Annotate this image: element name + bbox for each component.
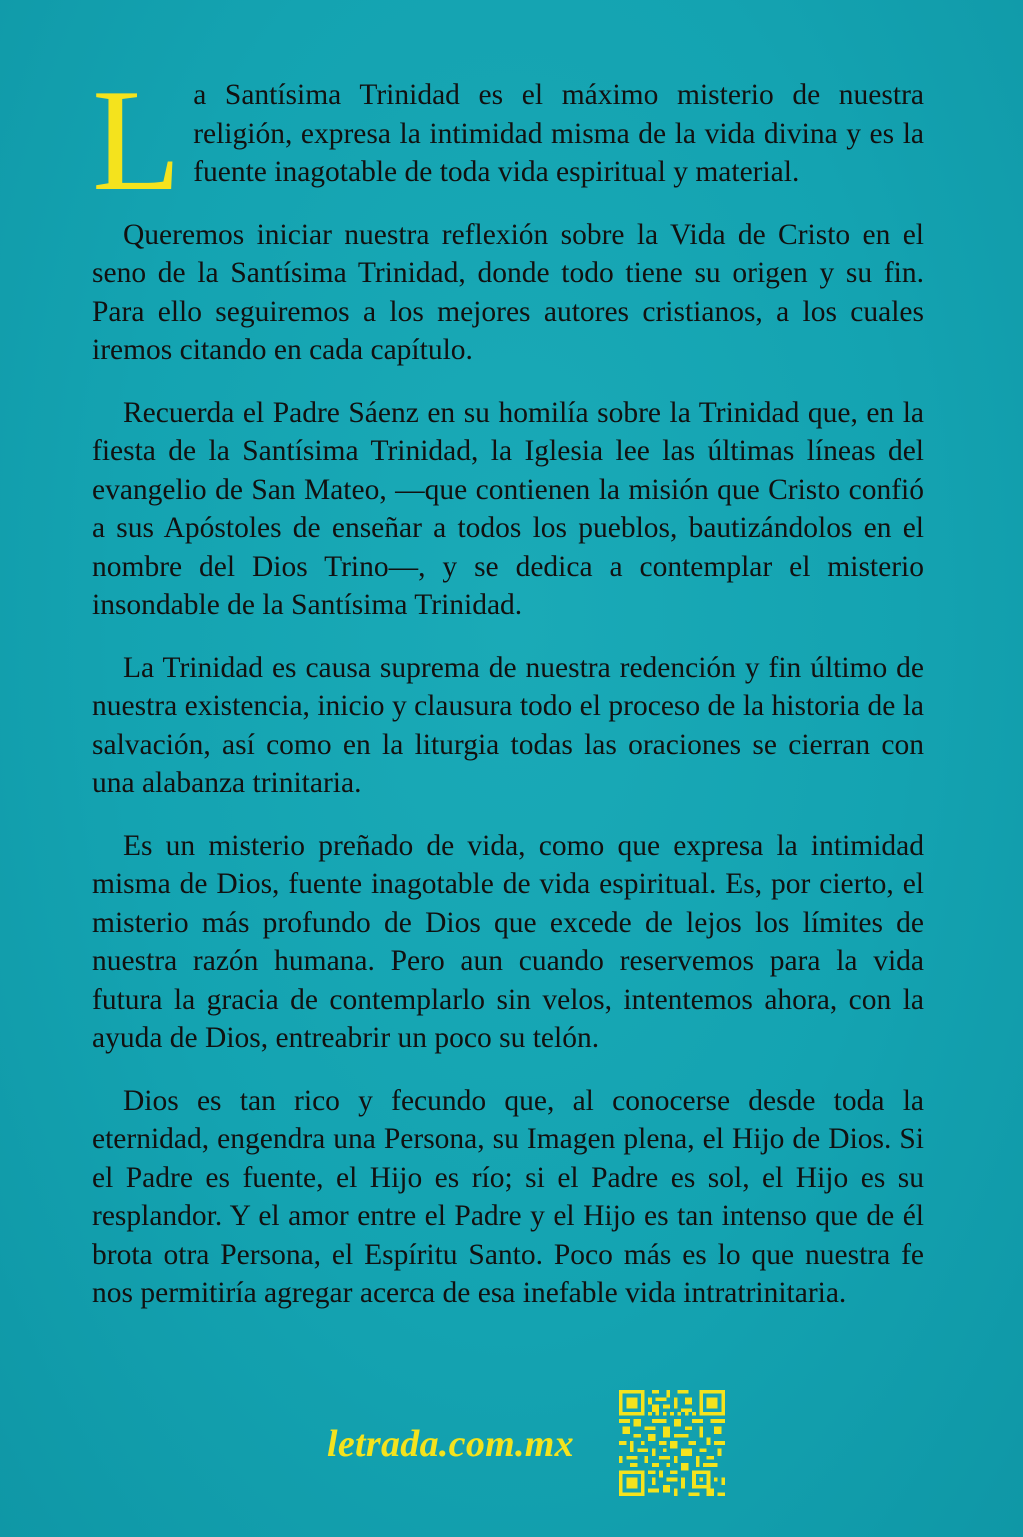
- paragraph-5: Es un misterio preñado de vida, como que expresa la intimidad misma de Dios, fuente inagotable de vida espiritual. Es, por cierto, el misterio más profundo de Dios que excede de lejos los límites de nuestra razón humana. Pero aun cuando reservemos para la vida futura la gracia de contemplarlo sin velos, intentemos ahora, con la ayuda de Dios, entreabrir un poco su telón.: [92, 829, 924, 1054]
- back-cover-text: [92, 59, 924, 1337]
- website-link[interactable]: letrada.com.mx: [327, 1423, 574, 1465]
- paragraph-3: Recuerda el Padre Sáenz en su homilía sobre la Trinidad que, en la fiesta de la Santísima Trinidad, la Iglesia lee las últimas líneas del evangelio de San Mateo, —que contienen la misión que Cristo confió a sus Apóstoles de enseñar a todos los pueblos, bautizándolos en el nombre del Dios Trino—, y se dedica a contemplar el misterio insondable de la Santísima Trinidad.: [92, 396, 924, 621]
- paragraph-6: Dios es tan rico y fecundo que, al conocerse desde toda la eternidad, engendra una Persona, su Imagen plena, el Hijo de Dios. Si el Padre es fuente, el Hijo es río; si el Padre es sol, el Hijo es su resplandor. Y el amor entre el Padre y el Hijo es tan intenso que de él brota otra Persona, el Espíritu Santo. Poco más es lo que nuestra fe nos permitiría agregar acerca de esa inefable vida intratrinitaria.: [92, 1084, 924, 1309]
- paragraph-2: Queremos iniciar nuestra reflexión sobre la Vida de Cristo en el seno de la Santísima Trinidad, donde todo tiene su origen y su fin. Para ello seguiremos a los mejores autores cristianos, a los cuales iremos citando en cada capítulo.: [92, 218, 924, 366]
- qr-code-icon[interactable]: [619, 1390, 725, 1496]
- footer: [0, 1384, 1023, 1502]
- paragraph-1-text: a Santísima Trinidad es el máximo misterio de nuestra religión, expresa la intimidad misma de la vida divina y es la fuente inagotable de toda vida espiritual y material.: [193, 79, 924, 188]
- paragraph-4: La Trinidad es causa suprema de nuestra redención y fin último de nuestra existencia, inicio y clausura todo el proceso de la historia de la salvación, así como en la liturgia todas las oraciones se cierran con una alabanza trinitaria.: [92, 651, 924, 799]
- drop-cap: L: [92, 59, 182, 221]
- paragraph-1: [92, 59, 924, 221]
